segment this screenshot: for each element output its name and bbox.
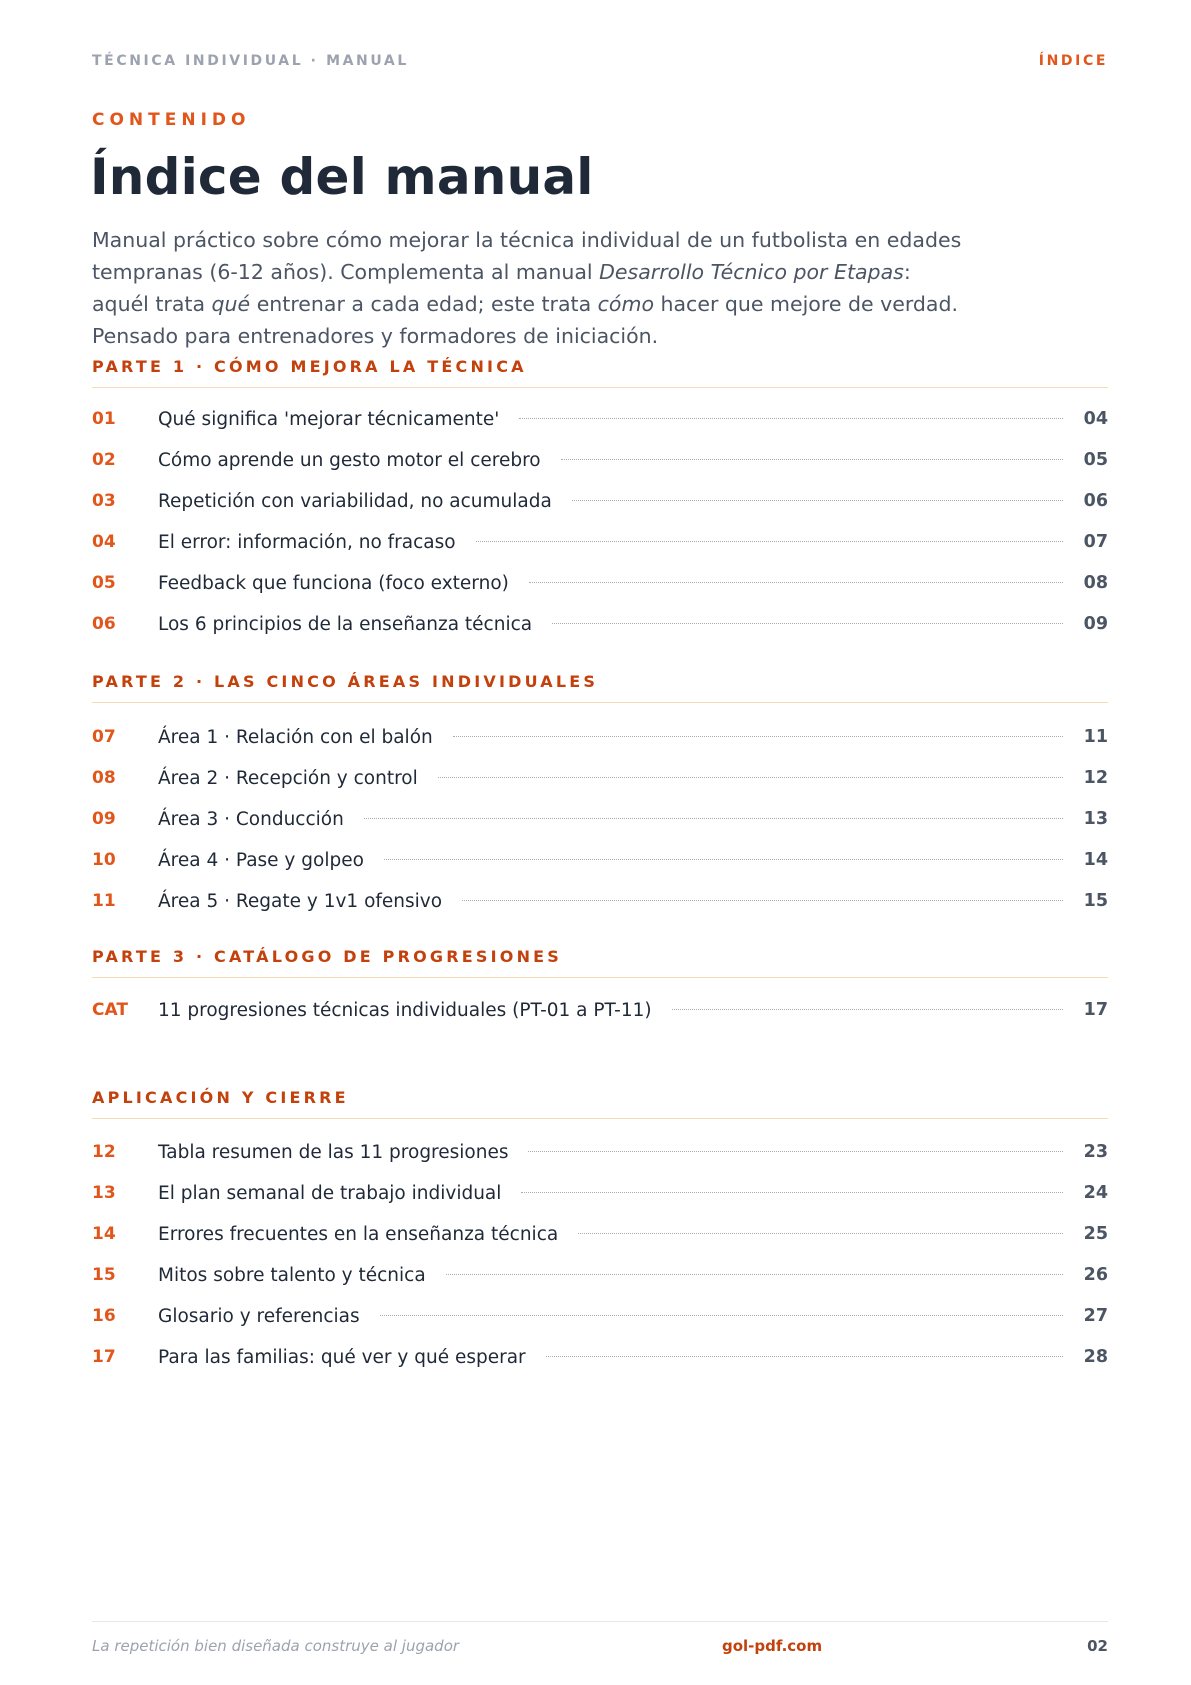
toc-entry[interactable] — [92, 563, 1108, 604]
section-title: PARTE 1 · CÓMO MEJORA LA TÉCNICA — [92, 357, 527, 376]
entry-page-number: 14 — [1083, 850, 1108, 870]
entry-number: 04 — [92, 532, 116, 552]
toc-section-part-2 — [92, 671, 1108, 922]
entry-page-number: 04 — [1083, 409, 1108, 429]
entry-title: Área 5 · Regate y 1v1 ofensivo — [158, 891, 443, 912]
section-title: PARTE 3 · CATÁLOGO DE PROGRESIONES — [92, 947, 563, 966]
toc-entry[interactable] — [92, 604, 1108, 645]
toc-entry[interactable] — [92, 399, 1108, 440]
entry-number: 05 — [92, 573, 116, 593]
toc-entry[interactable] — [92, 840, 1108, 881]
dot-leader — [384, 859, 1063, 860]
dot-leader — [572, 500, 1063, 501]
toc-entry[interactable] — [92, 1255, 1108, 1296]
toc-entry[interactable] — [92, 440, 1108, 481]
dot-leader — [476, 541, 1063, 542]
entry-number: 07 — [92, 727, 116, 747]
entry-title: Los 6 principios de la enseñanza técnica — [158, 614, 533, 635]
toc-entry[interactable] — [92, 881, 1108, 922]
entry-number: 10 — [92, 850, 116, 870]
toc-entry[interactable] — [92, 990, 1108, 1031]
entry-number: 14 — [92, 1224, 116, 1244]
entry-title: El error: información, no fracaso — [158, 532, 456, 553]
entry-page-number: 23 — [1083, 1142, 1108, 1162]
entry-page-number: 07 — [1083, 532, 1108, 552]
dot-leader — [364, 818, 1063, 819]
toc-entry[interactable] — [92, 758, 1108, 799]
dot-leader — [462, 900, 1063, 901]
toc-entry[interactable] — [92, 1173, 1108, 1214]
entry-number: 06 — [92, 614, 116, 634]
entry-number: CAT — [92, 1000, 128, 1020]
toc-entry[interactable] — [92, 717, 1108, 758]
intro-text-2: : aquél trata — [92, 260, 911, 316]
footer-site-link[interactable]: gol-pdf.com — [722, 1637, 823, 1655]
entry-number: 03 — [92, 491, 116, 511]
entry-title: Cómo aprende un gesto motor el cerebro — [158, 450, 541, 471]
running-head-section: ÍNDICE — [1038, 53, 1108, 69]
entry-page-number: 17 — [1083, 1000, 1108, 1020]
toc-entry[interactable] — [92, 481, 1108, 522]
dot-leader — [552, 623, 1063, 624]
entry-title: Mitos sobre talento y técnica — [158, 1265, 426, 1286]
dot-leader — [672, 1009, 1063, 1010]
intro-text-1: Manual práctico sobre cómo mejorar la técnica individual de un futbolista en edades tempranas (6-12 años). Complementa al manual — [92, 228, 962, 284]
intro-text-4: hacer que mejore de verdad. Pensado para entrenadores y formadores de iniciación. — [92, 292, 959, 348]
entry-page-number: 09 — [1083, 614, 1108, 634]
entry-title: Qué significa 'mejorar técnicamente' — [158, 409, 500, 430]
intro-text-3: entrenar a cada edad; este trata — [250, 292, 598, 316]
entry-title: Tabla resumen de las 11 progresiones — [158, 1142, 509, 1163]
page-title: Índice del manual — [90, 148, 594, 206]
entry-page-number: 15 — [1083, 891, 1108, 911]
toc-section-part-1 — [92, 356, 1108, 645]
dot-leader — [528, 1151, 1063, 1152]
dot-leader — [380, 1315, 1063, 1316]
section-title: PARTE 2 · LAS CINCO ÁREAS INDIVIDUALES — [92, 672, 599, 691]
dot-leader — [561, 459, 1063, 460]
entry-page-number: 13 — [1083, 809, 1108, 829]
entry-title: El plan semanal de trabajo individual — [158, 1183, 502, 1204]
entry-number: 12 — [92, 1142, 116, 1162]
running-head-title: TÉCNICA INDIVIDUAL · MANUAL — [92, 53, 409, 69]
entry-number: 13 — [92, 1183, 116, 1203]
entry-title: Área 1 · Relación con el balón — [158, 727, 433, 748]
entry-title: Glosario y referencias — [158, 1306, 360, 1327]
section-divider — [92, 1118, 1108, 1119]
entry-number: 16 — [92, 1306, 116, 1326]
entry-page-number: 11 — [1083, 727, 1108, 747]
entry-page-number: 08 — [1083, 573, 1108, 593]
entry-number: 17 — [92, 1347, 116, 1367]
intro-emphasis-1: Desarrollo Técnico por Etapas — [599, 260, 904, 284]
toc-entry[interactable] — [92, 1296, 1108, 1337]
entry-number: 15 — [92, 1265, 116, 1285]
dot-leader — [438, 777, 1063, 778]
toc-entry[interactable] — [92, 1214, 1108, 1255]
manual-page — [92, 0, 1108, 1685]
footer-quote: La repetición bien diseñada construye al jugador — [92, 1637, 460, 1655]
entry-page-number: 12 — [1083, 768, 1108, 788]
dot-leader — [546, 1356, 1063, 1357]
section-title: APLICACIÓN Y CIERRE — [92, 1088, 349, 1107]
entry-page-number: 28 — [1083, 1347, 1108, 1367]
section-divider — [92, 977, 1108, 978]
entry-page-number: 05 — [1083, 450, 1108, 470]
toc-section-part-3 — [92, 946, 1108, 1031]
intro-paragraph — [92, 224, 972, 352]
section-divider — [92, 702, 1108, 703]
page-footer — [92, 1621, 1108, 1655]
entry-title: Para las familias: qué ver y qué esperar — [158, 1347, 526, 1368]
footer-page-number: 02 — [1087, 1637, 1108, 1655]
dot-leader — [521, 1192, 1063, 1193]
toc-entry[interactable] — [92, 522, 1108, 563]
toc-entry[interactable] — [92, 1132, 1108, 1173]
entry-title: Errores frecuentes en la enseñanza técnica — [158, 1224, 559, 1245]
entry-page-number: 27 — [1083, 1306, 1108, 1326]
entry-page-number: 26 — [1083, 1265, 1108, 1285]
entry-title: Área 2 · Recepción y control — [158, 768, 418, 789]
entry-page-number: 06 — [1083, 491, 1108, 511]
entry-page-number: 25 — [1083, 1224, 1108, 1244]
section-divider — [92, 387, 1108, 388]
entry-number: 01 — [92, 409, 116, 429]
entry-title: Área 4 · Pase y golpeo — [158, 850, 364, 871]
toc-entry[interactable] — [92, 1337, 1108, 1378]
dot-leader — [529, 582, 1063, 583]
dot-leader — [578, 1233, 1063, 1234]
running-head — [92, 53, 1108, 71]
toc-entry[interactable] — [92, 799, 1108, 840]
dot-leader — [453, 736, 1063, 737]
entry-title: 11 progresiones técnicas individuales (PT-01 a PT-11) — [158, 1000, 652, 1021]
entry-number: 11 — [92, 891, 116, 911]
entry-number: 08 — [92, 768, 116, 788]
entry-title: Área 3 · Conducción — [158, 809, 344, 830]
entry-title: Feedback que funciona (foco externo) — [158, 573, 509, 594]
intro-emphasis-2: qué — [211, 292, 251, 316]
eyebrow-label: CONTENIDO — [92, 110, 251, 130]
entry-page-number: 24 — [1083, 1183, 1108, 1203]
toc-section-closing — [92, 1087, 1108, 1378]
dot-leader — [446, 1274, 1063, 1275]
intro-emphasis-3: cómo — [597, 292, 654, 316]
dot-leader — [519, 418, 1063, 419]
entry-title: Repetición con variabilidad, no acumulada — [158, 491, 552, 512]
entry-number: 02 — [92, 450, 116, 470]
entry-number: 09 — [92, 809, 116, 829]
